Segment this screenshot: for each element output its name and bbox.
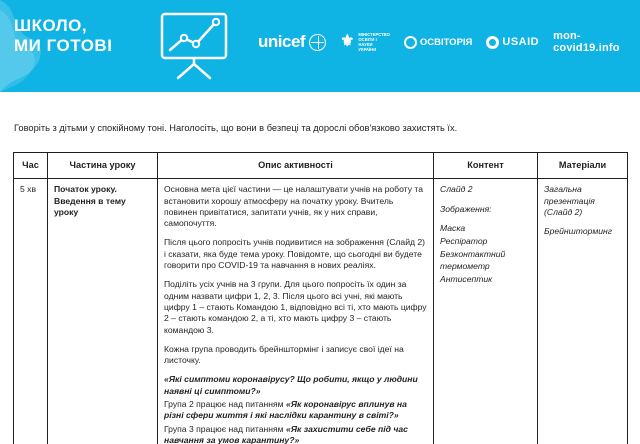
unicef-logo <box>258 32 326 52</box>
lesson-plan-table <box>13 152 628 444</box>
banner-title <box>14 16 112 56</box>
group-task-3-question: «Як захистити себе під час навчання за умов карантину?» <box>164 423 408 444</box>
activity-paragraph: Після цього попросіть учнів подивитися на зображення (Слайд 2) і сказати, яка буде тема уроку. Повідомте, що сьогодні ви будете говорити про COVID-19 та навчання в нових реаліях. <box>164 237 426 271</box>
activity-paragraph: Кожна група проводить брейнштормінг і записує свої ідеї на листочку. <box>164 343 404 366</box>
usaid-mark-icon <box>486 36 499 49</box>
column-header-content: Контент <box>434 153 538 179</box>
cell-lesson-part: Початок уроку. Введення в тему уроку <box>48 179 158 444</box>
mon-line1: МІНІСТЕРСТВО <box>358 32 390 37</box>
tryzub-icon: ⚜ <box>340 33 355 50</box>
osvitoria-logo <box>404 36 473 49</box>
content-item: Антисептик <box>440 274 493 285</box>
usaid-logo <box>486 36 539 49</box>
partner-logos <box>258 22 640 62</box>
activity-paragraph: Поділіть усіх учнів на 3 групи. Для цього попросіть їх один за одним назвати цифри 1, 2, 3. Після цього всі учні, які мають цифру 1 – стають Командою 1, відповідно всі ті, хто мають цифру 2 – стають командою 2, а ті, хто мають цифру 3 – стають командою 3. <box>164 279 427 335</box>
covid-site-logo-text: mon-covid19.info <box>553 30 620 54</box>
column-header-activity: Опис активності <box>158 153 434 179</box>
table-row <box>14 179 628 444</box>
unicef-logo-text: unicef <box>258 32 306 51</box>
covid-site-logo <box>553 30 640 54</box>
column-header-time: Час <box>14 153 48 179</box>
content-item: Маска <box>440 222 466 233</box>
mon-ukraine-logo-text <box>358 32 389 52</box>
table-header-row <box>14 153 628 179</box>
osvitoria-logo-text: ОСВІТОРІЯ <box>419 36 473 48</box>
group-task-2 <box>164 399 427 422</box>
group-task-3 <box>164 424 427 444</box>
mon-ukraine-logo <box>340 32 390 52</box>
activity-paragraph: Основна мета цієї частини — це налаштувати учнів на роботу та встановити хорошу атмосферу на початку уроку. Вчитель повинен привітатися, запитати учнів, як у них справи, самопочуття. <box>164 184 424 229</box>
easel-chart-illustration-icon <box>148 8 240 84</box>
group-task-3-label: Група 3 працює над питанням <box>164 423 286 434</box>
content-item: Безконтактний термометр <box>440 249 506 271</box>
group-task-1 <box>164 374 427 397</box>
cell-materials <box>538 179 628 444</box>
usaid-logo-text: USAID <box>502 36 540 48</box>
cell-content <box>434 179 538 444</box>
column-header-lesson-part: Частина уроку <box>48 153 158 179</box>
mon-line3: УКРАЇНИ <box>358 47 377 52</box>
content-item: Респіратор <box>440 236 488 247</box>
cell-time: 5 хв <box>14 179 48 444</box>
group-task-1-question: «Які симптоми коронавірусу? Що робити, якщо у людини наявні ці симптоми?» <box>164 374 418 396</box>
intro-paragraph: Говоріть з дітьми у спокійному тоні. Наголосіть, що вони в безпеці та дорослі обов'язково захистять їх. <box>14 123 458 133</box>
unicef-globe-icon <box>309 34 326 51</box>
content-slide: Слайд 2 <box>440 184 473 195</box>
content-images-label: Зображення: <box>440 203 492 214</box>
header-banner <box>0 0 640 92</box>
banner-title-line1: ШКОЛО, <box>14 16 88 35</box>
mon-line2: ОСВІТИ І НАУКИ <box>358 37 377 47</box>
materials-item: Загальна презентація (Слайд 2) <box>544 184 595 217</box>
banner-title-line2: МИ ГОТОВІ <box>14 36 113 55</box>
group-task-2-label: Група 2 працює над питанням <box>164 399 286 410</box>
osvitoria-ring-icon <box>404 36 417 49</box>
group-task-2-question: «Як коронавірус вплинув на різні сфери життя і які наслідки карантину в світі?» <box>164 399 407 421</box>
cell-activity <box>158 179 434 444</box>
column-header-materials: Матеріали <box>538 153 628 179</box>
materials-item: Брейншторминг <box>544 226 612 237</box>
